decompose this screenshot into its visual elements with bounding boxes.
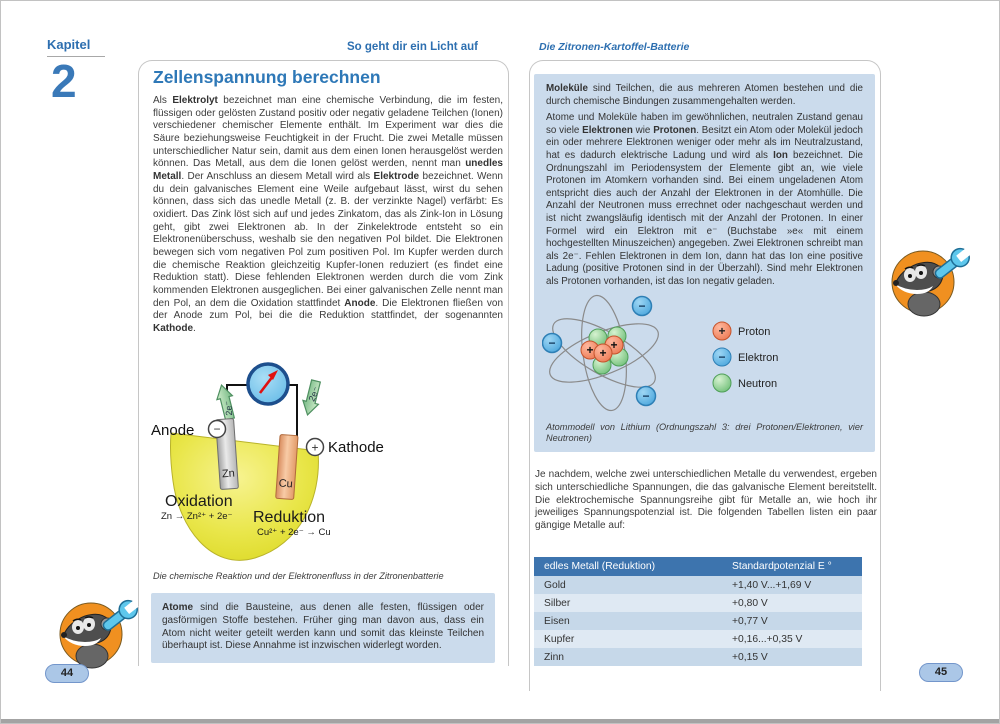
cell-metal: Eisen (534, 612, 722, 630)
page-number-left: 44 (45, 664, 89, 683)
molekuele-paragraph: Moleküle sind Teilchen, die aus mehreren Atomen bestehen und die durch chemische Bindungen zusammengehalten werden. (546, 83, 863, 107)
atom-diagram-caption: Atommodell von Lithium (Ordnungszahl 3: drei Protonen/Elektronen, vier Neutronen) (546, 421, 863, 443)
running-header-left: So geht dir ein Licht auf (347, 41, 478, 53)
svg-text:2e⁻: 2e⁻ (306, 385, 322, 403)
svg-text:Zn: Zn (221, 467, 236, 481)
page-number-right: 45 (919, 663, 963, 682)
svg-text:+: + (599, 345, 607, 360)
lemon-diagram-caption: Die chemische Reaktion und der Elektronenfluss in der Zitronenbatterie (153, 571, 444, 581)
svg-text:−: − (638, 298, 646, 313)
oxidation-label: Oxidation (165, 493, 233, 510)
electron-arrow-left (214, 383, 238, 421)
robot-dog-mascot-icon (51, 598, 147, 670)
cell-potential: +1,40 V...+1,69 V (722, 576, 862, 594)
lithium-atom-diagram (542, 293, 862, 419)
cell-potential: +0,15 V (722, 648, 862, 666)
cell-metal: Kupfer (534, 630, 722, 648)
robot-dog-mascot-icon (883, 246, 979, 318)
svg-text:+: + (718, 323, 726, 338)
page-title: Zellenspannung berechnen (153, 67, 381, 87)
metal-potential-table (534, 557, 862, 666)
chapter-block (47, 37, 117, 105)
cell-potential: +0,16...+0,35 V (722, 630, 862, 648)
header-potential: Standardpotenzial E ° (722, 557, 862, 576)
chapter-number: 2 (51, 55, 77, 107)
svg-text:−: − (213, 422, 221, 436)
legend-proton-label: Proton (738, 325, 771, 338)
chapter-label: Kapitel (47, 37, 91, 52)
svg-text:−: − (642, 388, 650, 403)
voltmeter (248, 364, 288, 404)
svg-text:2e⁻: 2e⁻ (223, 400, 235, 416)
cell-potential: +0,77 V (722, 612, 862, 630)
minus-terminal-icon (209, 421, 226, 438)
table-row (534, 630, 862, 648)
copper-electrode (276, 434, 298, 499)
cell-metal: Zinn (534, 648, 722, 666)
table-row (534, 612, 862, 630)
spannungsreihe-paragraph: Je nachdem, welche zwei unterschiedlichen Metalle du verwendest, ergeben sich unterschiedliche Spannungen, die das galvanische Element bereitstellt. Die elektrochemische Spannungsreihe gibt für Metalle an, wie hoch ihr jeweiliges Spannungspotenzial ist. Die folgenden Tabellen listen ein paar gängige Metalle auf: (535, 469, 877, 532)
oxidation-formula: Zn → Zn²⁺ + 2e⁻ (161, 511, 233, 522)
svg-text:+: + (586, 342, 594, 357)
table-header-row (534, 557, 862, 576)
reduktion-formula: Cu²⁺ + 2e⁻ → Cu (257, 527, 331, 538)
running-header-right: Die Zitronen-Kartoffel-Batterie (539, 41, 690, 53)
svg-text:−: − (548, 335, 556, 350)
svg-text:Cu: Cu (278, 477, 294, 491)
page-bottom-edge (1, 719, 999, 723)
legend-neutron-label: Neutron (738, 377, 778, 390)
legend-elektron-label: Elektron (738, 351, 779, 364)
atome-molekuele-paragraph: Atome und Moleküle haben im gewöhnlichen, neutralen Zustand genau so viele Elektronen wie Protonen. Besitzt ein Atom oder Molekül jedoch ein oder mehrere Elektronen weniger oder mehr als im Neutralzustand, hat es dadurch elektrische Ladung und wird als Ion bezeichnet. Die Ordnungszahl im Periodensystem der Elemente gibt an, wie viele Protonen im Atomkern vorhanden sind. Bei einem ungeladenen Atom entspricht dies auch der Anzahl der Elektronen in der Atomhülle. Die Anzahl der Neutronen muss errechnet oder nachgeschaut werden und ist nicht zwangsläufig identisch mit der Anzahl der Protonen. In einer Formel wird ein Elektron mit e⁻ (Buchstabe »e« mit einem hochgestellten Minuszeichen) angegeben. Zwei Elektronen schreibt man als 2e⁻. Fehlen Elektronen in dem Ion, dann hat das Ion eine positive Ladung (positive Protonen sind in der Überzahl). Sind mehr Elektronen als Protonen vorhanden, ist das Ion negativ geladen. (546, 112, 863, 287)
svg-text:+: + (311, 440, 319, 455)
anode-label: Anode (151, 422, 195, 439)
table-row (534, 648, 862, 666)
body-text: Als Elektrolyt bezeichnet man eine chemische Verbindung, die im festen, flüssigen oder gelösten Zustand positiv oder negativ geladene Teilchen (Ionen) verschiedener chemischer Elemente enthält. Im Experiment war dies die Säure beziehungsweise Feuchtigkeit in der Frucht. Die zwei Metalle müssen unterschiedlicher Natur sein, damit aus dem einen Ionen herausgelöst werden können. Das Metall, aus dem die Ionen gelöst werden, nennt man unedles Metall. Der Anschluss an diesem Metall wird als Elektrode bezeichnet. Wenn du dein galvanisches Element eine Weile aufgebaut lässt, wirst du sehen können, dass sich das unedle Metall (z. B. der verzinkte Nagel) verfärbt: Es oxidiert. Das Zink löst sich auf und jedes Zinkatom, das als Zink-Ion in Lösung geht, gibt zwei Elektronen ab. In der Zinkelektrode entsteht so ein Elektronenüberschuss, weshalb sie den negativen Pol bildet. Die Elektronen bewegen sich vom negativen Pol zum positiven Pol. Im Kupfer werden durch die chemische Reaktion gleichzeitig Kupfer-Ionen reduziert (es findet eine Reduktion statt). Diese fehlenden Elektronen werden durch die vom Zink kommenden Elektronen ausgeglichen. Bei einer galvanischen Zelle nennt man den Pol, an dem die Oxidation stattfindet Anode. Die Elektronen fließen von der Anode zum Pol, bei die die Reduktion stattfindet, der sogenannten Kathode. (153, 95, 504, 334)
molekuele-info-box (534, 74, 875, 452)
kathode-label: Kathode (328, 439, 384, 456)
table-row (534, 594, 862, 612)
table-row (534, 576, 862, 594)
atome-info-box: Atome sind die Bausteine, aus denen alle festen, flüssigen oder gasförmigen Stoffe bestehen. Früher ging man davon aus, dass ein Atom nicht weiter geteilt werden kann und somit das kleinste Teilchen überhaupt ist. Diese Annahme ist inzwischen widerlegt worden. (151, 593, 495, 663)
nucleus (581, 327, 628, 374)
cell-potential: +0,80 V (722, 594, 862, 612)
lemon-battery-diagram (141, 359, 507, 569)
svg-text:−: − (718, 349, 726, 364)
electron-arrow-right (300, 379, 324, 417)
reduktion-label: Reduktion (253, 509, 326, 526)
cell-metal: Silber (534, 594, 722, 612)
header-metal: edles Metall (Reduktion) (534, 557, 722, 576)
plus-terminal-icon (307, 439, 324, 456)
svg-text:+: + (610, 337, 618, 352)
cell-metal: Gold (534, 576, 722, 594)
atom-legend (713, 322, 778, 392)
